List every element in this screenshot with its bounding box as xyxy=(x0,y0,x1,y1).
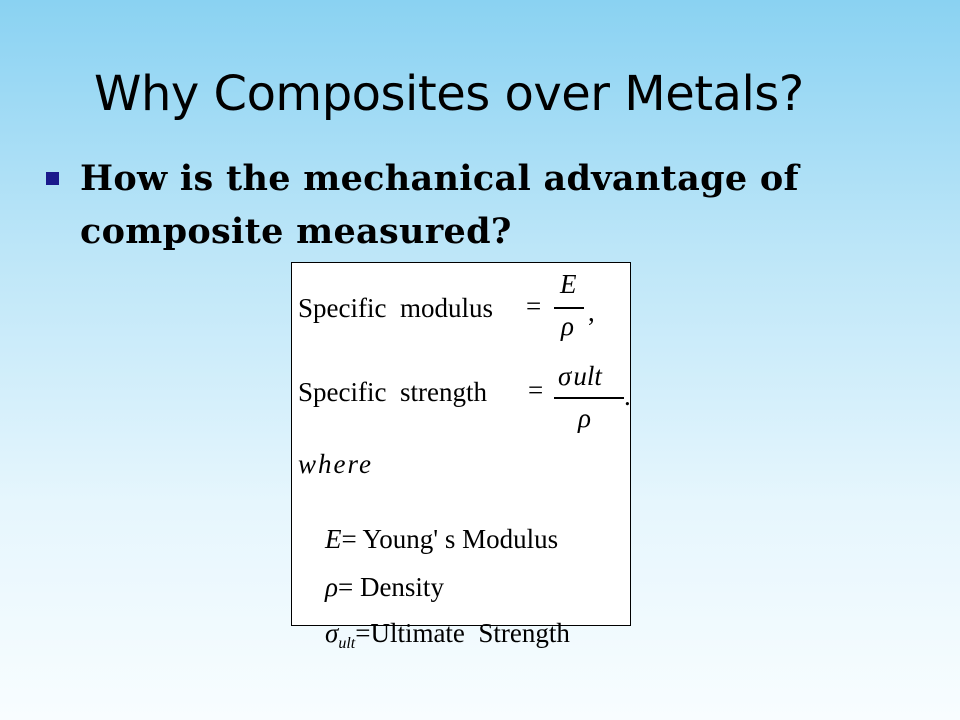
bullet-marker-icon xyxy=(46,172,59,185)
ult-subscript: ult xyxy=(338,635,356,652)
where-label: where xyxy=(298,449,373,479)
ult-text: ult xyxy=(573,361,602,391)
specific-strength-fraction xyxy=(554,361,624,441)
sigma-definition-text: =Ultimate Strength xyxy=(355,618,570,648)
fraction-bar xyxy=(554,307,584,309)
specific-strength-label: Specific strength xyxy=(298,377,487,407)
slide-title: Why Composites over Metals? xyxy=(94,66,804,122)
specific-strength-denominator: ρ xyxy=(578,403,591,433)
sigma-symbol: σ xyxy=(558,361,572,391)
formula-box xyxy=(291,262,631,652)
specific-strength-equals: = xyxy=(528,375,544,405)
definition-sigma xyxy=(298,587,570,680)
sigma-symbol: σ xyxy=(325,618,339,648)
fraction-bar xyxy=(554,397,624,399)
rho-symbol: ρ xyxy=(325,572,338,602)
specific-modulus-label: Specific modulus xyxy=(298,293,493,323)
bullet-text: How is the mechanical advantage of composite measured? xyxy=(80,158,799,252)
e-symbol: E xyxy=(325,524,342,554)
e-definition-text: = Young' s Modulus xyxy=(341,524,559,554)
specific-strength-numerator xyxy=(558,361,602,392)
specific-modulus-numerator: E xyxy=(560,269,577,299)
specific-modulus-denominator: ρ xyxy=(561,311,574,341)
specific-strength-period: . xyxy=(624,381,631,411)
rho-definition-text: = Density xyxy=(337,572,444,602)
specific-modulus-fraction xyxy=(554,269,584,349)
specific-modulus-comma: , xyxy=(588,297,595,327)
specific-modulus-equals: = xyxy=(526,291,542,321)
